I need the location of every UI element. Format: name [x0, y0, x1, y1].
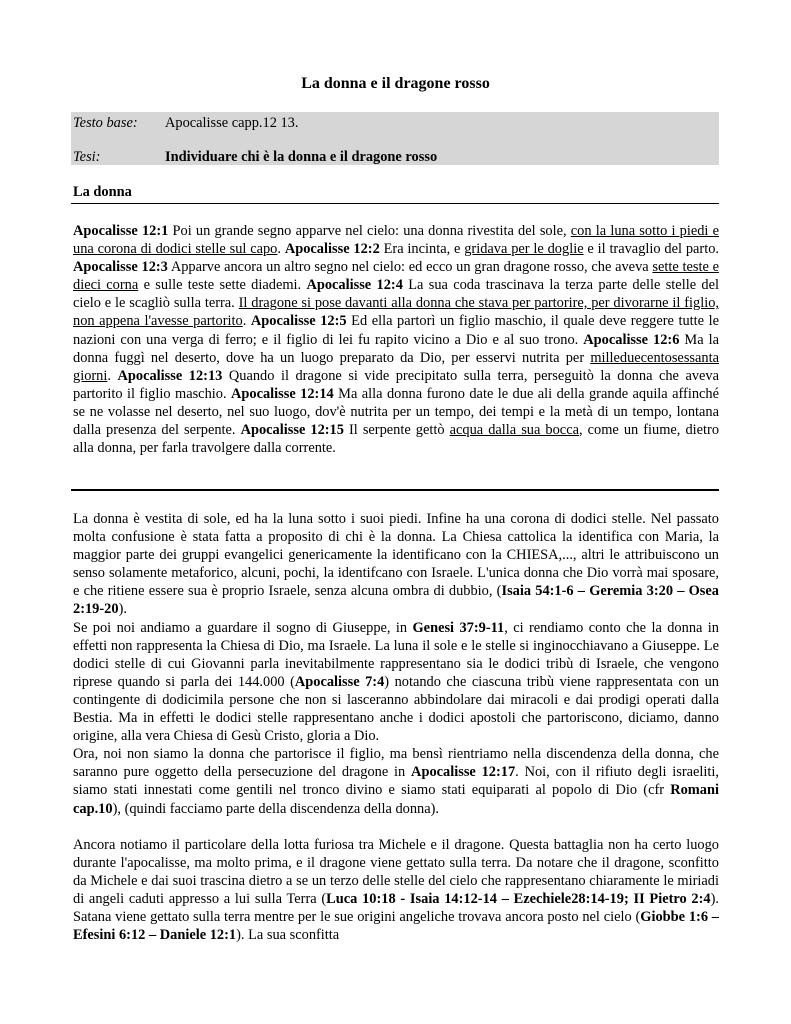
- body-text: La donna è vestita di sole, ed ha la luna sotto i suoi piedi. Infine ha una corona di dodici stelle. Nel passato molta confusione è stata fatta a proposito di chi è la donna. La Chiesa cattolica la identifica con Maria, la maggior parte dei gruppi evangelici genericamente la identificano con la CHIESA,..., altri le attribuiscono un senso solamente metaforico, alcuni, pochi, la identifcano con Israele. L'unica donna che Dio vorrà mai sposare, e che ritiene essere sua è proprio Israele, senza alcuna ombra di dubbio, (: [73, 511, 719, 600]
- verse-ref: Apocalisse 12:6: [583, 331, 680, 348]
- body-text: ). La sua sconfitta: [236, 927, 340, 944]
- underlined-text: gridava per le doglie: [464, 241, 584, 258]
- verse-text: Poi un grande segno apparve nel cielo: una donna rivestita del sole,: [168, 223, 571, 239]
- base-text-label: Testo base:: [73, 115, 138, 131]
- verse-text: Ed ella partorì un figlio maschio, il quale deve reggere tutte le nazioni con una verga di ferro; e il figlio di lei fu rapito vicino a Dio e al suo trono.: [73, 313, 720, 348]
- verse-text: Era incinta, e: [379, 241, 465, 258]
- underlined-text: sette teste e dieci corna: [73, 259, 719, 294]
- thesis-label: Tesi:: [73, 149, 101, 165]
- scripture-reference: Giobbe 1:6 – Efesini 6:12 – Daniele 12:1: [73, 909, 720, 944]
- verse-ref: Apocalisse 12:3: [73, 259, 168, 276]
- body-text: Se poi noi andiamo a guardare il sogno di Giuseppe, in: [73, 619, 413, 636]
- verse-text: e sulle teste sette diademi.: [138, 277, 307, 294]
- underlined-text: Il dragone si pose davanti alla donna che stava per partorire, per divorarne il figlio, non appena l'avesse partorito: [73, 295, 719, 330]
- verse-ref: Apocalisse 12:5: [250, 313, 347, 330]
- scripture-reference: Isaia 54:1-6 – Geremia 3:20 – Osea 2:19-20: [73, 583, 719, 618]
- verse-text: Ma la donna fuggì nel deserto, dove ha un luogo preparato da Dio, per esservi nutrita per: [73, 331, 720, 366]
- paragraph-spacer: [73, 818, 719, 836]
- body-text: ), (quindi facciamo parte della discendenza della donna).: [112, 800, 440, 817]
- verse-text: .: [242, 313, 251, 330]
- verse-text: La sua coda trascinava la terza parte delle stelle del cielo e le scagliò sulla terra.: [73, 277, 719, 312]
- passage-separator: [71, 489, 719, 491]
- underlined-text: con la luna sotto i piedi e una corona di dodici stelle sul capo: [73, 223, 719, 258]
- verse-text: .: [277, 241, 285, 258]
- thesis-value: Individuare chi è la donna e il dragone rosso: [165, 149, 438, 165]
- verse-ref: Apocalisse 12:4: [306, 277, 403, 294]
- document-title: La donna e il dragone rosso: [301, 75, 490, 92]
- scripture-reference: Apocalisse 7:4: [294, 673, 385, 690]
- underlined-text: milleduecentosessanta giorni: [73, 349, 719, 384]
- verse-ref: Apocalisse 12:15: [240, 422, 344, 439]
- body-text: , ci rendiamo conto che la donna in effetti non rappresenta la Chiesa di Dio, ma Israele. La luna il sole e le stelle si inginocchiavano a Giuseppe. Le dodici stelle di cui Giovanni parla inevitabilmente rappresentano sia le dodici tribù di Israele, che vengono riprese quando si parla dei 144.000 (: [73, 619, 719, 690]
- commentary-paragraph: [73, 510, 719, 619]
- body-text: Ora, noi non siamo la donna che partorisce il figlio, ma bensì rientriamo nella discendenza della donna, che saranno pure oggetto della persecuzione del dragone in: [73, 746, 719, 781]
- verse-text: .: [107, 367, 118, 384]
- scripture-reference: Romani cap.10: [73, 782, 719, 817]
- verse-ref: Apocalisse 12:2: [284, 241, 380, 258]
- underlined-text: acqua dalla sua bocca: [449, 422, 579, 439]
- commentary: [73, 510, 719, 944]
- passage-paragraph: [73, 222, 719, 457]
- verse-text: Quando il dragone si vide precipitato sulla terra, perseguitò la donna che aveva partorito il figlio maschio.: [73, 367, 719, 402]
- commentary-paragraph: [73, 619, 719, 746]
- scripture-passage: [73, 222, 719, 457]
- scripture-reference: Genesi 37:9-11: [412, 619, 505, 636]
- commentary-paragraph: [73, 836, 719, 945]
- verse-ref: Apocalisse 12:13: [117, 367, 223, 384]
- section-heading: La donna: [73, 184, 132, 200]
- info-box: [71, 112, 719, 165]
- body-text: ) notando che ciascuna tribù viene rappresentata con un contingente di dodicimila persone che non si lasceranno abbindolare dai miracoli e dai prodigi operati dalla Bestia. Ma in effetti le dodici stelle rappresentano anche i dodici apostoli che partoriscono, diciamo, danno origine, alla vera Chiesa di Gesù Cristo, gloria a Dio.: [73, 673, 719, 745]
- heading-rule: [71, 203, 719, 204]
- verse-text: e il travaglio del parto.: [583, 241, 719, 258]
- body-text: . Noi, con il rifiuto degli israeliti, siamo stati innestati come gentili nel tronco divino e siamo stati equiparati al popolo di Dio (cfr: [73, 764, 719, 799]
- verse-text: Il serpente gettò: [343, 422, 450, 439]
- verse-text: , come un fiume, dietro alla donna, per farla travolgere dalla corrente.: [73, 422, 720, 457]
- verse-text: Apparve ancora un altro segno nel cielo: ed ecco un gran dragone rosso, che aveva: [167, 259, 653, 276]
- commentary-paragraph: [73, 745, 719, 817]
- body-text: ).: [118, 601, 127, 618]
- base-text-value: Apocalisse capp.12 13.: [165, 115, 299, 131]
- body-text: ). Satana viene gettato sulla terra mentre per le sue origini angeliche trovava ancora posto nel cielo (: [73, 890, 719, 926]
- scripture-reference: Apocalisse 12:17: [411, 764, 516, 781]
- verse-ref: Apocalisse 12:1: [73, 223, 169, 239]
- body-text: Ancora notiamo il particolare della lotta furiosa tra Michele e il dragone. Questa battaglia non ha certo luogo durante l'apocalisse, ma molto prima, e il dragone viene gettato sulla terra. Da notare che il dragone, sconfitto da Michele e dai suoi trascina dietro a se un terzo delle stelle del cielo che rappresentano chiaramente le miriadi di angeli caduti appresso a lui sulla Terra (: [73, 836, 719, 907]
- verse-text: Ma alla donna furono date le due ali della grande aquila affinché se ne volasse nel deserto, nel suo luogo, dov'è nutrita per un tempo, dei tempi e la metà di un tempo, lontana dalla presenza del serpente.: [73, 385, 719, 439]
- scripture-reference: Luca 10:18 - Isaia 14:12-14 – Ezechiele28:14-19; II Pietro 2:4: [326, 890, 711, 907]
- verse-ref: Apocalisse 12:14: [230, 385, 334, 402]
